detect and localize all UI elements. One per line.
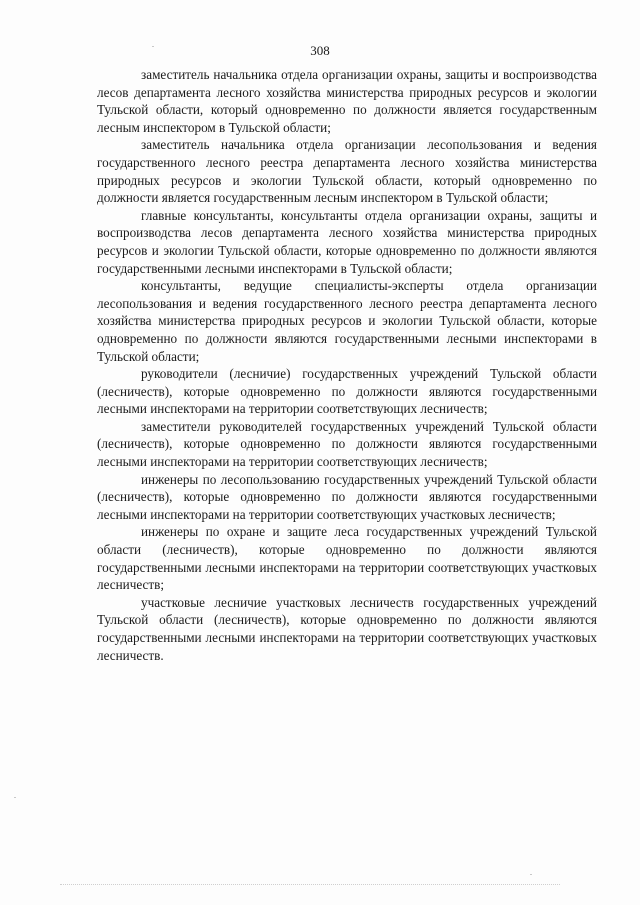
scan-speck (152, 46, 154, 47)
scan-speck (530, 874, 532, 875)
paragraph-3: главные консультанты, консультанты отдела организации охраны, защиты и воспроизводства лесов департамента лесного хозяйства министерства природных ресурсов и экологии Тульской области, которые одновременно по должности являются государственными лесными инспекторами в Тульской области; (97, 207, 597, 276)
document-body (97, 66, 597, 664)
paragraph-1: заместитель начальника отдела организации охраны, защиты и воспроизводства лесов департамента лесного хозяйства министерства природных ресурсов и экологии Тульской области, который одновременно по должности является государственным лесным инспектором в Тульской области; (97, 67, 597, 135)
page-number: 308 (310, 43, 330, 58)
paragraph-6: заместители руководителей государственных учреждений Тульской области (лесничеств), которые одновременно по должности являются государственными лесными инспекторами на территории соответствующих лесничеств; (97, 418, 597, 470)
paragraph-4: консультанты, ведущие специалисты-эксперты отдела организации лесопользования и ведения государственного лесного реестра департамента лесного хозяйства министерства природных ресурсов и экологии Тульской области, которые одновременно по должности являются государственными лесными инспекторами в Тульской области; (97, 278, 597, 364)
paragraph-5: руководители (лесничие) государственных учреждений Тульской области (лесничеств), которые одновременно по должности являются государственными лесными инспекторами на территории соответствующих лесничеств; (97, 366, 597, 417)
paragraph-9: участковые лесничие участковых лесничеств государственных учреждений Тульской области (лесничеств), которые одновременно по должности являются государственными лесными инспекторами на территории соответствующих участковых лесничеств. (97, 594, 597, 663)
paragraph-2: заместитель начальника отдела организации лесопользования и ведения государственного лесного реестра департамента лесного хозяйства министерства природных ресурсов и экологии Тульской области, который одновременно по должности является государственным лесным инспектором в Тульской области; (97, 137, 597, 206)
paragraph-7: инженеры по лесопользованию государственных учреждений Тульской области (лесничеств), которые одновременно по должности являются государственными лесными инспекторами на территории соответствующих участковых лесничеств; (97, 471, 597, 522)
paragraph-8: инженеры по охране и защите леса государственных учреждений Тульской области (лесничеств), которые одновременно по должности являются государственными лесными инспекторами на территории соответствующих участковых лесничеств; (97, 524, 597, 593)
scan-speck (14, 797, 16, 798)
scan-artifact-line (60, 884, 560, 887)
